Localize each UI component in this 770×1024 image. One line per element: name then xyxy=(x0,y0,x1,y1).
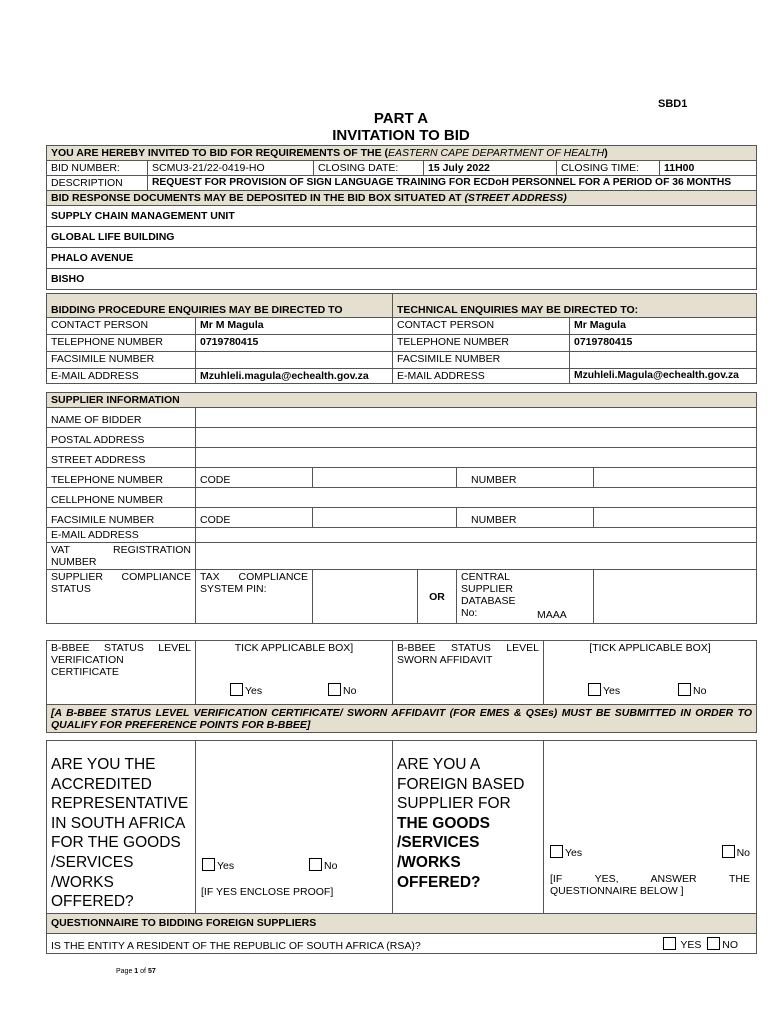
supplier-fax-label: FACSIMILE NUMBER xyxy=(47,508,196,528)
yes-label: YES xyxy=(680,938,702,951)
tech-telephone: 0719780415 xyxy=(570,335,757,352)
email-label: E-MAIL ADDRESS xyxy=(393,369,570,384)
accredited-yes-option[interactable] xyxy=(202,858,234,872)
address-line: GLOBAL LIFE BUILDING xyxy=(47,227,757,248)
bbbee-cert-text: B-BBEE STATUS LEVEL VERIFICATION CERTIFICATE xyxy=(51,642,191,678)
proof-note: [IF YES ENCLOSE PROOF] xyxy=(201,886,334,898)
page-of: of xyxy=(138,968,148,975)
cert-yes-option[interactable] xyxy=(230,683,262,697)
telephone-code-field[interactable] xyxy=(313,468,457,488)
csd-cell xyxy=(457,570,594,624)
foreign-question xyxy=(393,741,544,914)
invite-prefix: YOU ARE HEREBY INVITED TO BID FOR REQUIREMENTS OF THE ( xyxy=(51,147,388,159)
bid-fax xyxy=(196,352,393,369)
street-address-hint: (STREET ADDRESS) xyxy=(464,192,567,204)
bid-contact-person: Mr M Magula xyxy=(196,318,393,335)
checkbox[interactable] xyxy=(588,683,601,696)
cellphone-label: CELLPHONE NUMBER xyxy=(47,488,196,508)
telephone-number-label: NUMBER xyxy=(457,468,594,488)
supplier-telephone-label: TELEPHONE NUMBER xyxy=(47,468,196,488)
questionnaire-q1 xyxy=(47,933,757,953)
fax-number-label: NUMBER xyxy=(457,508,594,528)
fax-label: FACSIMILE NUMBER xyxy=(47,352,196,369)
fax-label: FACSIMILE NUMBER xyxy=(393,352,570,369)
csd-field[interactable] xyxy=(594,570,757,624)
deposit-prefix: BID RESPONSE DOCUMENTS MAY BE DEPOSITED IN THE BID BOX SITUATED AT xyxy=(51,192,465,204)
bbbee-affidavit-label xyxy=(393,641,544,705)
foreign-yes-option[interactable] xyxy=(550,845,582,859)
no-label: No xyxy=(324,860,338,872)
checkbox[interactable] xyxy=(707,937,720,950)
checkbox[interactable] xyxy=(309,858,322,871)
checkbox[interactable] xyxy=(202,858,215,871)
address-line: SUPPLY CHAIN MANAGEMENT UNIT xyxy=(47,206,757,227)
form-code: SBD1 xyxy=(658,98,688,110)
affidavit-yes-option[interactable] xyxy=(588,683,620,697)
bbbee-note: [A B-BBEE STATUS LEVEL VERIFICATION CERTIFICATE/ SWORN AFFIDAVIT (FOR EMES & QSEs) MUST BE SUBMITTED IN ORDER TO QUALIFY FOR PREFERENCE POINTS FOR B-BBEE] xyxy=(47,705,757,733)
representative-table xyxy=(46,740,757,954)
name-of-bidder-label: NAME OF BIDDER xyxy=(47,408,196,428)
tick-applicable-left: TICK APPLICABLE BOX] xyxy=(234,642,354,654)
page-total: 57 xyxy=(147,968,156,975)
q1-options xyxy=(663,937,738,951)
address-line: BISHO xyxy=(47,269,757,290)
page-prefix: Page xyxy=(116,968,135,975)
csd-maaa-prefix: MAAA xyxy=(537,609,567,621)
closing-time-label: CLOSING TIME: xyxy=(557,161,660,176)
contact-person-label: CONTACT PERSON xyxy=(393,318,570,335)
yes-label: Yes xyxy=(603,685,621,697)
checkbox[interactable] xyxy=(722,845,735,858)
address-line: PHALO AVENUE xyxy=(47,248,757,269)
bbbee-cert-label xyxy=(47,641,196,705)
postal-address-label: POSTAL ADDRESS xyxy=(47,428,196,448)
vat-label: VAT REGISTRATION NUMBER xyxy=(47,543,196,570)
no-label: NO xyxy=(722,938,738,951)
technical-enquiries-heading: TECHNICAL ENQUIRIES MAY BE DIRECTED TO: xyxy=(393,294,757,318)
accredited-question: ARE YOU THE ACCREDITED REPRESENTATIVE IN SOUTH AFRICA FOR THE GOODS /SERVICES /WORKS OFFERED? xyxy=(47,741,196,914)
supplier-heading: SUPPLIER INFORMATION xyxy=(47,393,757,408)
supplier-email-label: E-MAIL ADDRESS xyxy=(47,528,196,543)
department-name: EASTERN CAPE DEPARTMENT OF HEALTH xyxy=(388,147,605,159)
telephone-label: TELEPHONE NUMBER xyxy=(47,335,196,352)
vat-field[interactable] xyxy=(196,543,757,570)
foreign-no-option[interactable] xyxy=(722,845,750,859)
tech-fax xyxy=(570,352,757,369)
closing-date: 15 July 2022 xyxy=(424,161,557,176)
page-title: INVITATION TO BID xyxy=(332,127,470,144)
questionnaire-heading: QUESTIONNAIRE TO BIDDING FOREIGN SUPPLIERS xyxy=(47,913,757,933)
fax-number-field[interactable] xyxy=(594,508,757,528)
bbbee-affidavit-text: B-BBEE STATUS LEVEL SWORN AFFIDAVIT xyxy=(397,642,539,666)
checkbox[interactable] xyxy=(328,683,341,696)
foreign-question-a: ARE YOU A FOREIGN BASED SUPPLIER FOR xyxy=(397,756,525,813)
accredited-answer xyxy=(196,741,393,914)
no-label: No xyxy=(736,847,750,859)
questionnaire-note: [IF YES, ANSWER THE QUESTIONNAIRE BELOW ] xyxy=(550,873,750,897)
enquiries-table xyxy=(46,293,757,384)
checkbox[interactable] xyxy=(550,845,563,858)
telephone-label: TELEPHONE NUMBER xyxy=(393,335,570,352)
telephone-number-field[interactable] xyxy=(594,468,757,488)
tick-applicable-right: [TICK APPLICABLE BOX] xyxy=(589,642,711,654)
supplier-table xyxy=(46,392,757,624)
telephone-code-label: CODE xyxy=(196,468,313,488)
bid-telephone: 0719780415 xyxy=(196,335,393,352)
fax-code-field[interactable] xyxy=(313,508,457,528)
address-table xyxy=(46,205,757,290)
page-number: 1 xyxy=(134,968,139,975)
yes-label: Yes xyxy=(245,685,263,697)
q1-text: IS THE ENTITY A RESIDENT OF THE REPUBLIC OF SOUTH AFRICA (RSA)? xyxy=(51,939,421,952)
street-address-label: STREET ADDRESS xyxy=(47,448,196,468)
closing-date-label: CLOSING DATE: xyxy=(314,161,424,176)
description-label: DESCRIPTION xyxy=(47,176,148,191)
closing-time: 11H00 xyxy=(660,161,757,176)
bid-email: Mzuhleli.magula@echealth.gov.za xyxy=(196,369,393,384)
affidavit-no-option[interactable] xyxy=(678,683,706,697)
postal-address-field[interactable] xyxy=(196,428,757,448)
description: REQUEST FOR PROVISION OF SIGN LANGUAGE TRAINING FOR ECDoH PERSONNEL FOR A PERIOD OF 36 MONTHS xyxy=(148,176,757,191)
or-label: OR xyxy=(418,570,457,624)
bid-number: SCMU3-21/22-0419-HO xyxy=(148,161,314,176)
tech-email: Mzuhleli.Magula@echealth.gov.za xyxy=(570,369,757,384)
bid-number-label: BID NUMBER: xyxy=(47,161,148,176)
foreign-answer xyxy=(544,741,757,914)
invite-row xyxy=(47,146,757,161)
accredited-no-option[interactable] xyxy=(309,858,337,872)
tax-pin-label: TAX COMPLIANCE SYSTEM PIN: xyxy=(196,570,313,624)
contact-person-label: CONTACT PERSON xyxy=(47,318,196,335)
no-label: No xyxy=(693,685,707,697)
page-footer xyxy=(116,968,156,975)
tech-contact-person: Mr Magula xyxy=(570,318,757,335)
supplier-email-field[interactable] xyxy=(196,528,757,543)
invitation-table xyxy=(46,145,757,206)
cellphone-field[interactable] xyxy=(196,488,757,508)
bbbee-table xyxy=(46,640,757,733)
checkbox[interactable] xyxy=(230,683,243,696)
yes-label: Yes xyxy=(565,847,583,859)
bbbee-affidavit-tick xyxy=(544,641,757,705)
checkbox[interactable] xyxy=(678,683,691,696)
deposit-row xyxy=(47,191,757,206)
street-address-field[interactable] xyxy=(196,448,757,468)
compliance-status-label: SUPPLIER COMPLIANCE STATUS xyxy=(47,570,196,624)
cert-no-option[interactable] xyxy=(328,683,356,697)
part-label: PART A xyxy=(373,110,429,127)
no-label: No xyxy=(343,685,357,697)
email-label: E-MAIL ADDRESS xyxy=(47,369,196,384)
foreign-question-b: THE GOODS /SERVICES /WORKS OFFERED? xyxy=(397,814,491,891)
tax-pin-field[interactable] xyxy=(313,570,418,624)
bbbee-cert-tick xyxy=(196,641,393,705)
yes-label: Yes xyxy=(217,860,235,872)
fax-code-label: CODE xyxy=(196,508,313,528)
name-of-bidder-field[interactable] xyxy=(196,408,757,428)
csd-label: CENTRAL SUPPLIER DATABASE No: xyxy=(461,571,516,619)
invite-suffix: ) xyxy=(604,147,608,159)
bidding-enquiries-heading: BIDDING PROCEDURE ENQUIRIES MAY BE DIRECTED TO xyxy=(47,294,393,318)
checkbox[interactable] xyxy=(663,937,676,950)
